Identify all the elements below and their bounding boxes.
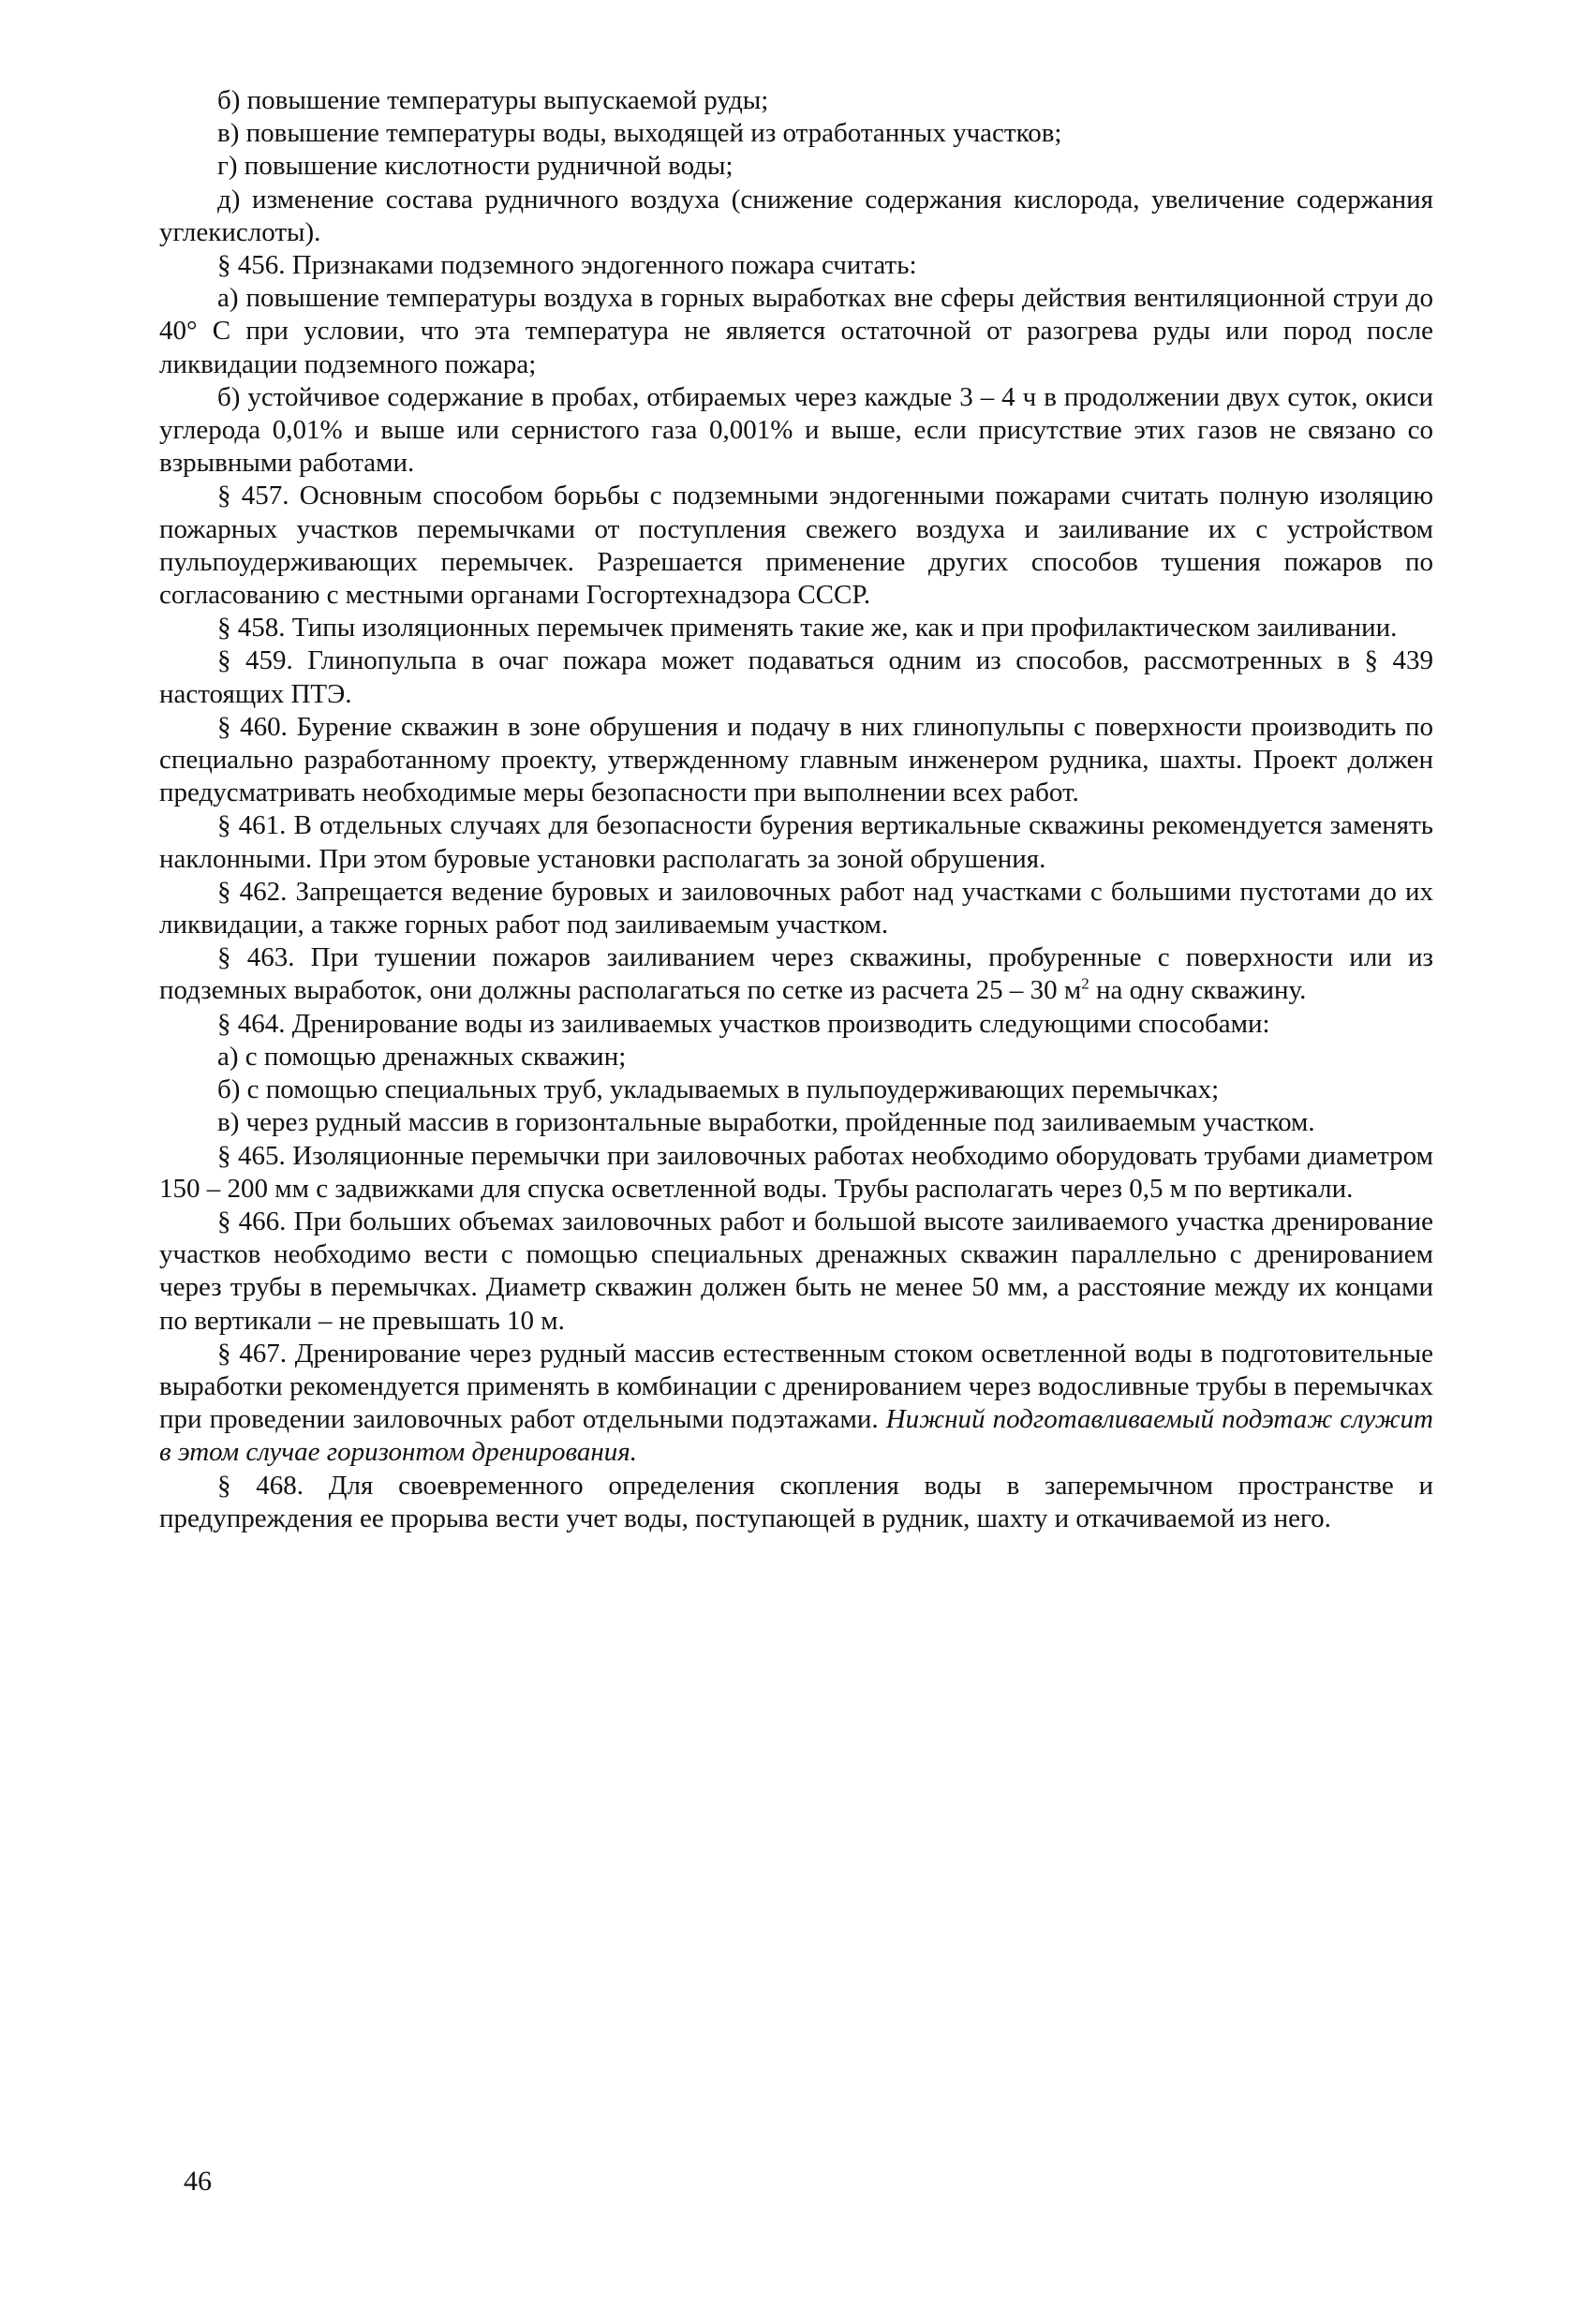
section-463	[159, 941, 1433, 1007]
list-item-d: д) изменение состава рудничного воздуха (снижение содержания кислорода, увеличение содержания углекислоты).	[159, 184, 1433, 247]
section-464-item-a: а) с помощью дренажных скважин;	[217, 1041, 627, 1072]
section-467-italic-text: Нижний подготавливаемый подэтаж служит в этом случае горизонтом дренирования.	[159, 1404, 1433, 1468]
section-463-text-end: на одну скважину.	[1089, 975, 1307, 1006]
document-page	[159, 84, 1433, 1535]
list-item-v: в) повышение температуры воды, выходящей из отработанных участков;	[217, 118, 1062, 149]
section-457: § 457. Основным способом борьбы с подземными эндогенными пожарами считать полную изоляцию пожарных участков перемычками от поступления свежего воздуха и заиливание их с устройством пульпоудерживающих перемычек. Разрешается применение других способов тушения пожаров по согласованию с местными органами Госгортехнадзора СССР.	[159, 481, 1433, 611]
section-467	[159, 1338, 1433, 1470]
section-464-item-v: в) через рудный массив в горизонтальные выработки, пройденные под заиливаемым участком.	[217, 1107, 1315, 1138]
section-467-text: § 467. Дренирование через рудный массив естественным стоком осветленной воды в подготовительные выработки рекомендуется применять в комбинации с дренированием через водосливные трубы в перемычках при проведении заиловочных работ отдельными подэтажами.	[159, 1338, 1433, 1435]
section-461: § 461. В отдельных случаях для безопасности бурения вертикальные скважины рекомендуется заменять наклонными. При этом буровые установки располагать за зоной обрушения.	[159, 810, 1433, 874]
section-464: § 464. Дренирование воды из заиливаемых участков производить следующими способами:	[217, 1008, 1270, 1039]
list-item-b: б) повышение температуры выпускаемой руды;	[217, 85, 769, 115]
section-456-item-a: а) повышение температуры воздуха в горных выработках вне сферы действия вентиляционной струи до 40° С при условии, что эта температура не является остаточной от разогрева руды или пород после ликвидации подземного пожара;	[159, 283, 1433, 379]
section-464-item-b: б) с помощью специальных труб, укладываемых в пульпоудерживающих перемычках;	[217, 1074, 1220, 1105]
section-462: § 462. Запрещается ведение буровых и заиловочных работ над участками с большими пустотами до их ликвидации, а также горных работ под заиливаемым участком.	[159, 876, 1433, 940]
section-456: § 456. Признаками подземного эндогенного пожара считать:	[217, 250, 917, 281]
superscript-2: 2	[1081, 974, 1089, 993]
section-463-text: § 463. При тушении пожаров заиливанием через скважины, пробуренные с поверхности или из подземных выработок, они должны располагаться по сетке из расчета 25 – 30 м	[159, 942, 1433, 1006]
list-item-g: г) повышение кислотности рудничной воды;	[217, 151, 734, 182]
section-459: § 459. Глинопульпа в очаг пожара может подаваться одним из способов, рассмотренных в § 439 настоящих ПТЭ.	[159, 645, 1433, 709]
page-number: 46	[184, 2166, 212, 2197]
section-468: § 468. Для своевременного определения скопления воды в заперемычном пространстве и предупреждения ее прорыва вести учет воды, поступающей в рудник, шахту и откачиваемой из него.	[159, 1470, 1433, 1533]
section-458: § 458. Типы изоляционных перемычек применять такие же, как и при профилактическом заиливании.	[217, 613, 1398, 644]
section-460: § 460. Бурение скважин в зоне обрушения и подачу в них глинопульпы с поверхности производить по специально разработанному проекту, утвержденному главным инженером рудника, шахты. Проект должен предусматривать необходимые меры безопасности при выполнении всех работ.	[159, 711, 1433, 808]
section-466: § 466. При больших объемах заиловочных работ и большой высоте заиливаемого участка дренирование участков необходимо вести с помощью специальных дренажных скважин параллельно с дренированием через трубы в перемычках. Диаметр скважин должен быть не менее 50 мм, а расстояние между их концами по вертикали – не превышать 10 м.	[159, 1206, 1433, 1336]
section-465: § 465. Изоляционные перемычки при заиловочных работах необходимо оборудовать трубами диаметром 150 – 200 мм с задвижками для спуска осветленной воды. Трубы располагать через 0,5 м по вертикали.	[159, 1140, 1433, 1204]
section-456-item-b: б) устойчивое содержание в пробах, отбираемых через каждые 3 – 4 ч в продолжении двух суток, окиси углерода 0,01% и выше или сернистого газа 0,001% и выше, если присутствие этих газов не связано со взрывными работами.	[159, 381, 1433, 479]
